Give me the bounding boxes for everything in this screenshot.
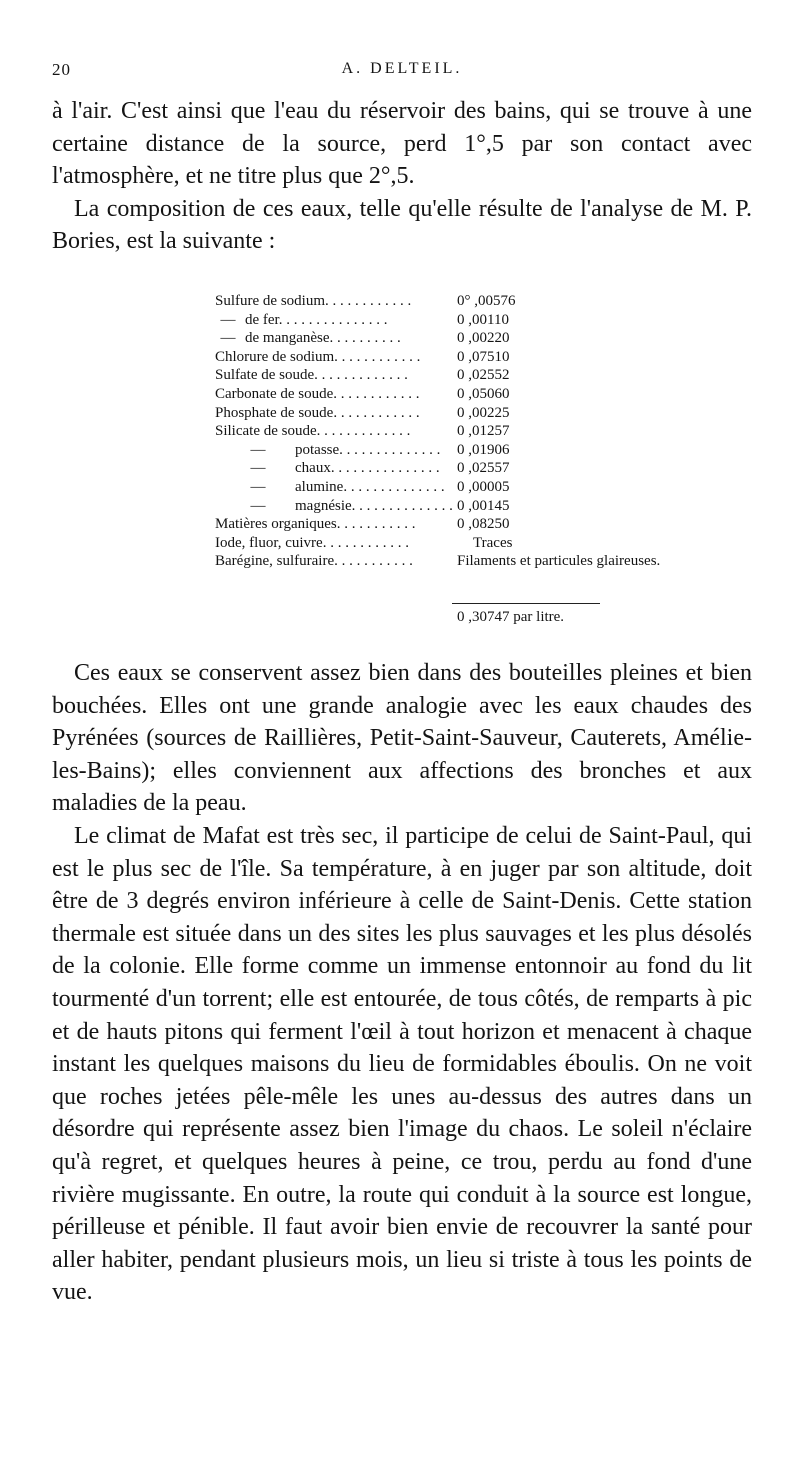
analysis-row	[215, 478, 775, 497]
component-value: 0° ,00576	[457, 293, 516, 309]
component-name: de manganèse. . . . . . . . . .	[245, 330, 401, 347]
intro-text	[52, 95, 752, 258]
component-value: 0 ,01906	[457, 441, 510, 458]
component-name: Matières organiques. . . . . . . . . . .	[215, 516, 416, 533]
analysis-row	[215, 515, 775, 534]
analysis-row	[215, 348, 775, 367]
body-text	[52, 657, 752, 1309]
component-name: alumine. . . . . . . . . . . . . .	[295, 478, 445, 495]
component-value: 0 ,00145	[457, 497, 510, 514]
intro-paragraph-2: La composition de ces eaux, telle qu'elle résulte de l'analyse de M. P. Bories, est la suivante :	[52, 195, 752, 254]
component-name: magnésie. . . . . . . . . . . . . .	[295, 497, 453, 514]
component-value: 0 ,08250	[457, 516, 510, 533]
analysis-row	[215, 366, 775, 385]
analysis-table	[215, 292, 775, 571]
ditto-dash: —	[250, 497, 266, 514]
component-name: Iode, fluor, cuivre. . . . . . . . . . . .	[215, 534, 409, 551]
component-name: Chlorure de sodium. . . . . . . . . . . .	[215, 348, 421, 365]
component-name: Silicate de soude. . . . . . . . . . . . .	[215, 423, 411, 440]
component-name: Barégine, sulfuraire. . . . . . . . . . .	[215, 553, 413, 570]
component-name: Sulfate de soude. . . . . . . . . . . . .	[215, 367, 408, 384]
analysis-row	[215, 552, 775, 571]
analysis-row	[215, 292, 775, 311]
component-name: Carbonate de soude. . . . . . . . . . . .	[215, 385, 420, 402]
body-paragraph-1: Ces eaux se conservent assez bien dans des bouteilles pleines et bien bouchées. Elles ont une grande analogie avec les eaux chaudes des Pyrénées (sources de Raillières, Petit-Saint-Sauveur, Cauterets, Amélie-les-Bains); elles conviennent aux affections des bronches et aux maladies de la peau.	[52, 660, 752, 817]
component-value: 0 ,00225	[457, 404, 510, 421]
component-name: chaux. . . . . . . . . . . . . . .	[295, 460, 440, 477]
component-value: 0 ,02557	[457, 460, 510, 477]
analysis-row	[215, 311, 775, 330]
ditto-dash: —	[250, 460, 266, 477]
component-value: Filaments et particules glaireuses.	[457, 553, 661, 570]
component-name: potasse. . . . . . . . . . . . . .	[295, 441, 441, 458]
component-value: Traces	[473, 534, 513, 551]
component-name: Sulfure de sodium. . . . . . . . . . . .	[215, 293, 412, 309]
analysis-row	[215, 441, 775, 460]
analysis-row	[215, 534, 775, 553]
intro-paragraph-1: à l'air. C'est ainsi que l'eau du réservoir des bains, qui se trouve à une certaine distance de la source, perd 1°,5 par son contact avec l'atmosphère, et ne titre plus que 2°,5.	[52, 98, 752, 189]
ditto-dash: —	[250, 441, 266, 458]
ditto-dash: —	[220, 330, 236, 347]
running-head	[52, 60, 752, 86]
component-name: de fer. . . . . . . . . . . . . . .	[245, 311, 388, 328]
component-value: 0 ,02552	[457, 367, 510, 384]
analysis-row	[215, 497, 775, 516]
analysis-row	[215, 329, 775, 348]
component-value: 0 ,05060	[457, 385, 510, 402]
component-value: 0 ,00110	[457, 311, 509, 328]
component-value: 0 ,01257	[457, 423, 510, 440]
analysis-total: 0 ,30747 par litre.	[457, 609, 565, 625]
component-value: 0 ,00005	[457, 478, 510, 495]
analysis-row	[215, 459, 775, 478]
component-value: 0 ,00220	[457, 330, 510, 347]
body-paragraph-2: Le climat de Mafat est très sec, il participe de celui de Saint-Paul, qui est le plus sec de l'île. Sa température, à en juger par son altitude, doit être de 3 degrés environ inférieure à celle de Saint-Denis. Cette station thermale est située dans un des sites les plus sauvages et les plus désolés de la colonie. Elle forme comme un immense entonnoir au fond du lit tourmenté d'un torrent; elle est entourée, de tous côtés, de remparts à pic et de hauts pitons qui ferment l'œil à tout horizon et menacent à chaque instant les quelques maisons du lieu de formidables éboulis. On ne voit que roches jetées pêle-mêle les unes au-dessus des autres dans un désordre qui représente assez bien l'image du chaos. Le soleil n'éclaire qu'à regret, et quelques heures à peine, ce trou, perdu au fond d'une rivière mugissante. En outre, la route qui conduit à la source est longue, périlleuse et pénible. Il faut avoir bien envie de recouvrer la santé pour aller habiter, pendant plusieurs mois, un lieu si triste à tous les points de vue.	[52, 822, 752, 1306]
analysis-row	[215, 404, 775, 423]
component-name: Phosphate de soude. . . . . . . . . . . .	[215, 404, 420, 421]
analysis-row	[215, 385, 775, 404]
component-value: 0 ,07510	[457, 348, 510, 365]
running-title: A. DELTEIL.	[341, 60, 463, 77]
ditto-dash: —	[250, 478, 266, 495]
total-rule	[452, 603, 600, 604]
analysis-row	[215, 422, 775, 441]
page-number: 20	[52, 60, 71, 79]
ditto-dash: —	[220, 311, 236, 328]
